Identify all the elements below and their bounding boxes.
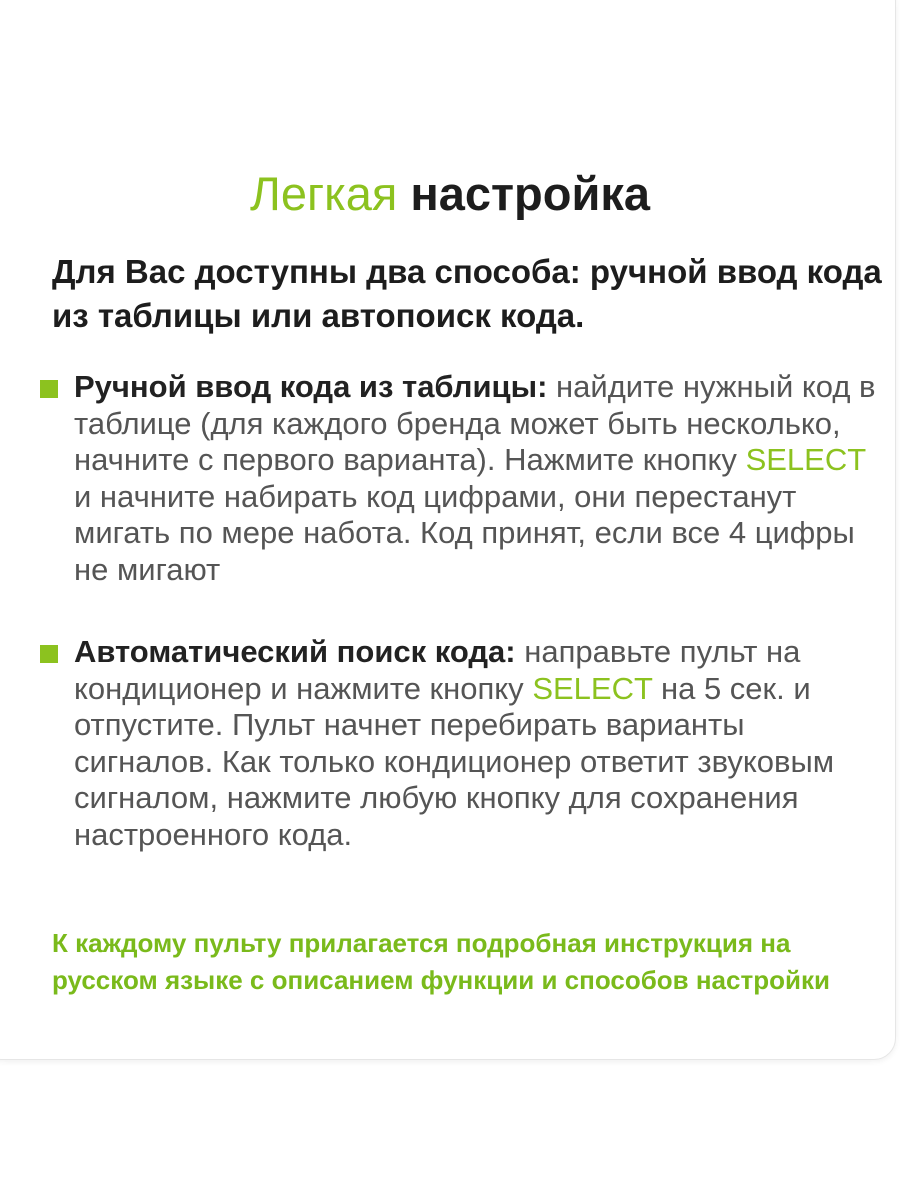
list-item-description-cont: и начните набирать код цифрами, они перестанут мигать по мере набота. Код принят, если все 4 цифры не мигают [74,478,855,587]
square-bullet-icon [40,645,58,663]
list-item-manual [38,369,878,588]
page-title [0,162,900,226]
square-bullet-icon [40,380,58,398]
title-accent: Легкая [249,167,398,220]
intro-text: Для Вас доступны два способа: ручной ввод кода из таблицы или автопоиск кода. [52,253,882,334]
list-item-label: Ручной ввод кода из таблицы: [74,369,548,404]
list-item-auto [38,634,878,853]
footnote: К каждому пульту прилагается подробная инструкция на русском языке с описанием функции и способов настройки [52,928,830,995]
list-item-text [74,369,878,588]
list-item-description: найдите нужный код в таблице (для каждого бренда может быть несколько, начните с первого варианта). Нажмите кнопку [74,369,876,477]
list-item-text [74,634,878,853]
select-keyword: SELECT [745,442,866,477]
list-item-label: Автоматический поиск кода: [74,634,516,669]
list-item-description-cont: на 5 сек. и отпустите. Пульт начнет перебирать варианты сигналов. Как только кондиционер ответит звуковым сигналом, нажмите любую кнопку для сохранения настроенного кода. [74,670,835,852]
select-keyword: SELECT [532,670,653,706]
list-item-description: направьте пульт на кондиционер и нажмите кнопку [74,634,801,706]
title-rest: настройка [410,167,651,220]
